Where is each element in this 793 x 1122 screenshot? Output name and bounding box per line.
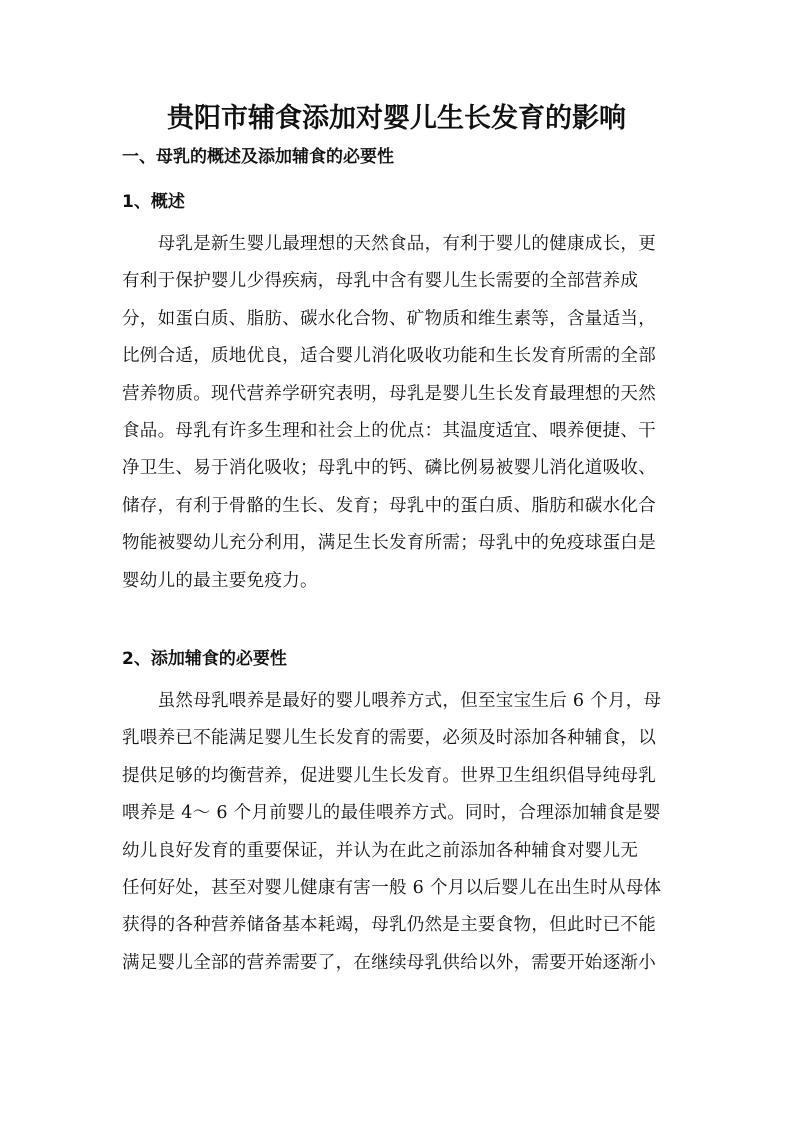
text-line: 婴幼儿的最主要免疫力。 [122, 570, 318, 591]
text-line: 物能被婴幼儿充分利用，满足生长发育所需；母乳中的免疫球蛋白是 [122, 533, 656, 554]
text-line: 虽然母乳喂养是最好的婴儿喂养方式，但至宝宝生后 6 个月，母 [122, 691, 662, 711]
text-line: 比例合适，质地优良，适合婴儿消化吸收功能和生长发育所需的全部 [122, 346, 656, 367]
text-line: 幼儿良好发育的重要保证，并认为在此之前添加各种辅食对婴儿无 [122, 840, 639, 861]
text-line: 有利于保护婴儿少得疾病，母乳中含有婴儿生长需要的全部营养成 [122, 271, 639, 292]
text-line: 母乳是新生婴儿最理想的天然食品，有利于婴儿的健康成长，更 [122, 234, 656, 254]
document-title: 贵阳市辅食添加对婴儿生长发育的影响 [167, 103, 626, 134]
text-line: 分，如蛋白质、脂肪、碳水化合物、矿物质和维生素等，含量适当， [122, 308, 656, 329]
text-line: 净卫生、易于消化吸收；母乳中的钙、磷比例易被婴儿消化道吸收、 [122, 458, 656, 479]
paragraph-necessity [122, 683, 677, 982]
subsection-heading-overview: 1、概述 [122, 192, 185, 212]
text-line: 食品。母乳有许多生理和社会上的优点：其温度适宜、喂养便捷、干 [122, 420, 656, 441]
text-line: 提供足够的均衡营养，促进婴儿生长发育。世界卫生组织倡导纯母乳 [122, 765, 656, 786]
text-line: 任何好处，甚至对婴儿健康有害一般 6 个月以后婴儿在出生时从母体 [122, 877, 662, 898]
text-line: 营养物质。现代营养学研究表明，母乳是婴儿生长发育最理想的天然 [122, 383, 656, 404]
text-line: 储存，有利于骨骼的生长、发育；母乳中的蛋白质、脂肪和碳水化合 [122, 495, 656, 516]
text-line: 获得的各种营养储备基本耗竭，母乳仍然是主要食物，但此时已不能 [122, 915, 656, 936]
subsection-heading-necessity: 2、添加辅食的必要性 [122, 649, 287, 669]
text-line: 满足婴儿全部的营养需要了，在继续母乳供给以外，需要开始逐渐小 [122, 952, 656, 973]
text-line: 乳喂养已不能满足婴儿生长发育的需要，必须及时添加各种辅食，以 [122, 728, 656, 749]
text-line: 喂养是 4～ 6 个月前婴儿的最佳喂养方式。同时，合理添加辅食是婴 [122, 803, 661, 824]
paragraph-overview [122, 226, 677, 600]
section-heading: 一、母乳的概述及添加辅食的必要性 [122, 147, 394, 167]
